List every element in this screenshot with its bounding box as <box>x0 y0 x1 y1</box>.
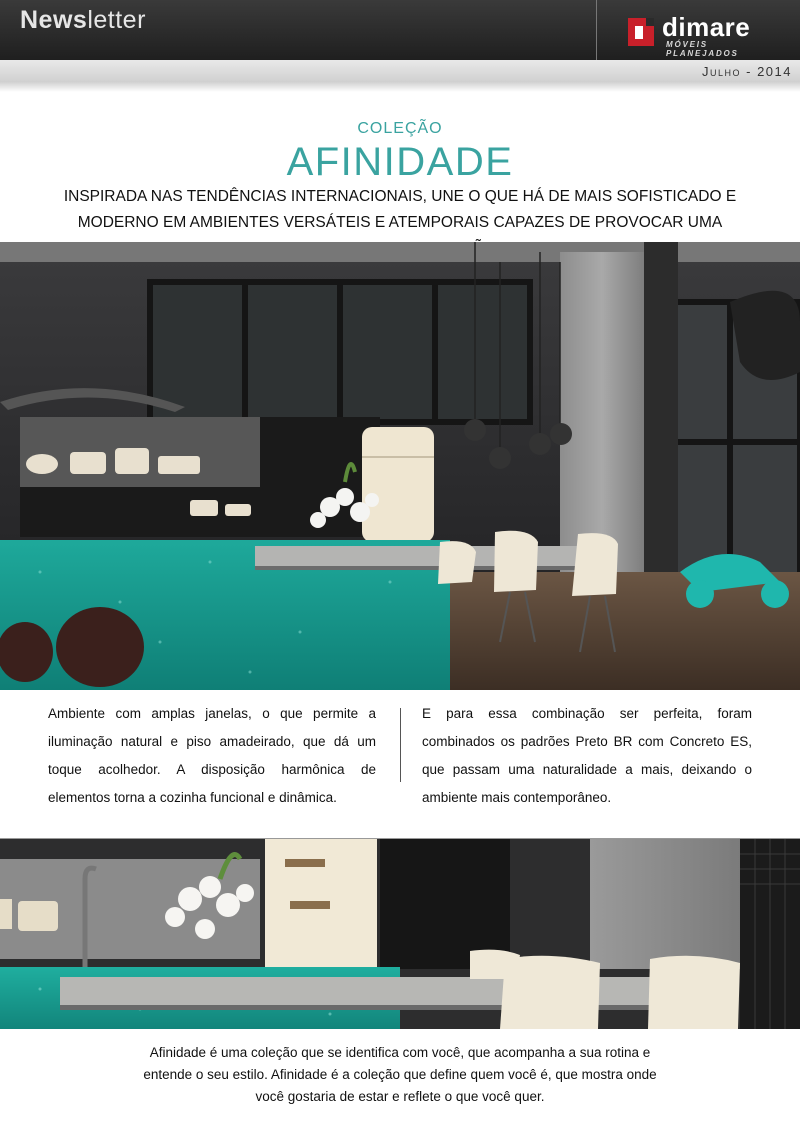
dimare-logo-mark-icon <box>626 16 658 48</box>
collection-kicker: COLEÇÃO <box>357 120 443 137</box>
date-bar <box>0 60 800 82</box>
dimare-logo[interactable] <box>626 12 776 58</box>
column-divider <box>400 708 401 782</box>
kitchen-photo-detail <box>0 838 800 1029</box>
brand-name: dimare <box>662 12 751 42</box>
newsletter-title: Newsletter <box>20 6 146 34</box>
header-divider <box>596 0 597 60</box>
description-left: Ambiente com amplas janelas, o que permite a iluminação natural e piso amadeirado, que dá um toque acolhedor. A disposição harmônica de elementos torna a cozinha funcional e dinâmica. <box>48 706 376 805</box>
collection-intro: INSPIRADA NAS TENDÊNCIAS INTERNACIONAIS, UNE O QUE HÁ DE MAIS SOFISTICADO E MODERNO EM AMBIENTES VERSÁTEIS E ATEMPORAIS CAPAZES DE PROVOCAR UMA <box>63 188 737 231</box>
header-shadow <box>0 82 800 92</box>
collection-title: AFINIDADE <box>286 140 514 184</box>
brand-tagline: MÓVEIS PLANEJADOS <box>666 40 739 58</box>
newsletter-header <box>0 0 800 60</box>
kitchen-photo-main <box>0 242 800 690</box>
issue-date: Julho - 2014 <box>702 64 792 79</box>
closing-text: Afinidade é uma coleção que se identifica com você, que acompanha a sua rotina e entende o seu estilo. Afinidade é a coleção que define quem você é, que mostra onde você gostaria de estar e reflete o que você quer. <box>143 1045 657 1104</box>
description-right: E para essa combinação ser perfeita, foram combinados os padrões Preto BR com Concreto ES, que passam uma naturalidade a mais, deixando o ambiente mais contemporâneo. <box>422 706 752 805</box>
